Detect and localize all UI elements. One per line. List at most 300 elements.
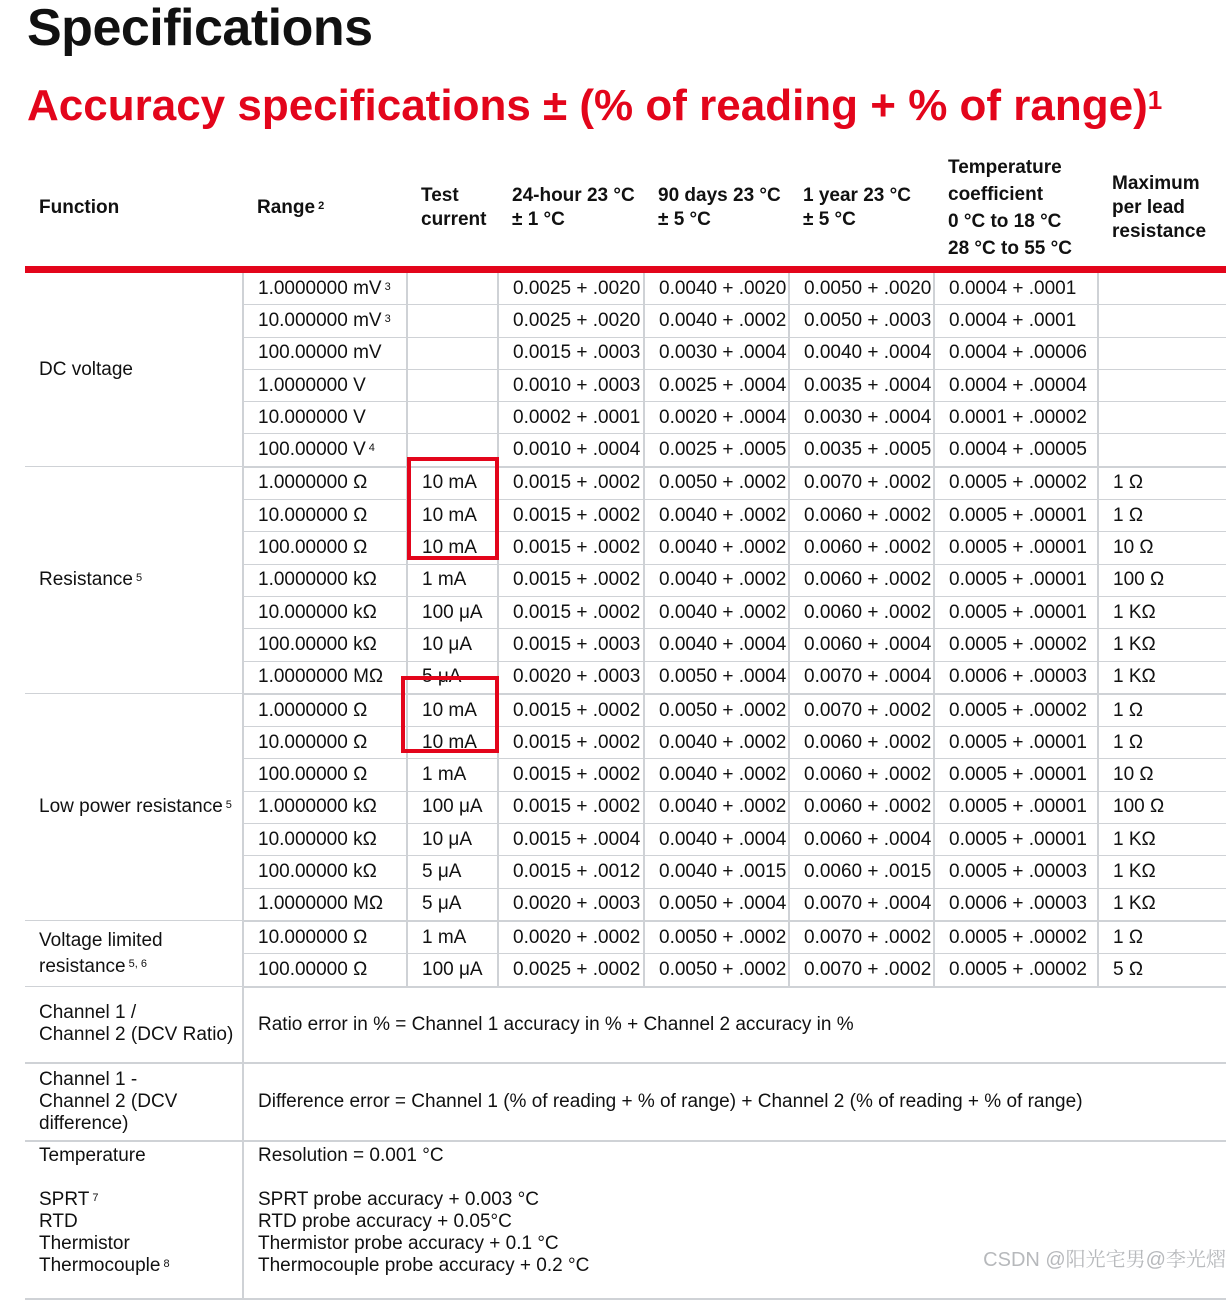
- test-current-cell: [407, 500, 498, 532]
- header-range-label: Range: [257, 197, 316, 218]
- header-test-current-line1: Test: [421, 185, 459, 206]
- test-current-value: 10 mA: [422, 472, 477, 494]
- temp-coefficient-value: 0.0006 + .00003: [949, 893, 1087, 915]
- accuracy-24h-value: 0.0015 + .0003: [513, 633, 641, 655]
- difference-function-line3: difference): [39, 1112, 129, 1134]
- range-cell: [243, 954, 407, 987]
- temp-coefficient-value: 0.0005 + .00001: [949, 537, 1087, 559]
- test-current-value: 100 μA: [422, 601, 483, 623]
- temp-coefficient-cell: [934, 467, 1098, 500]
- lead-resistance-value: 1 KΩ: [1113, 666, 1156, 688]
- lead-resistance-cell: [1098, 467, 1226, 500]
- temp-coefficient-cell: [934, 402, 1098, 434]
- temp-coefficient-cell: [934, 500, 1098, 532]
- temp-coefficient-value: 0.0004 + .00005: [949, 439, 1087, 461]
- accuracy-1y-cell: [789, 759, 934, 791]
- temp-coefficient-value: 0.0005 + .00002: [949, 926, 1087, 948]
- temp-coefficient-cell: [934, 759, 1098, 791]
- accuracy-90d-cell: [644, 500, 789, 532]
- difference-formula: Difference error = Channel 1 (% of reading + % of range) + Channel 2 (% of reading + % of range): [243, 1063, 1226, 1141]
- test-current-value: 5 μA: [422, 666, 462, 688]
- lead-resistance-value: 1 Ω: [1113, 504, 1144, 526]
- header-test-current: [407, 150, 498, 270]
- accuracy-1y-value: 0.0060 + .0002: [804, 731, 932, 753]
- accuracy-90d-cell: [644, 305, 789, 337]
- test-current-value: 10 mA: [422, 731, 477, 753]
- range-value: 100.00000 V: [258, 439, 366, 461]
- accuracy-1y-cell: [789, 954, 934, 987]
- temp-coefficient-cell: [934, 337, 1098, 369]
- accuracy-1y-cell: [789, 791, 934, 823]
- temperature-label-sprt: SPRT: [39, 1188, 90, 1210]
- range-cell: [243, 500, 407, 532]
- header-range: [243, 150, 407, 270]
- lead-resistance-cell: [1098, 629, 1226, 661]
- accuracy-90d-cell: [644, 856, 789, 888]
- temp-coefficient-cell: [934, 270, 1098, 305]
- accuracy-90d-cell: [644, 467, 789, 500]
- accuracy-24h-cell: [498, 305, 644, 337]
- range-value: 100.00000 Ω: [258, 764, 368, 786]
- accuracy-90d-cell: [644, 791, 789, 823]
- temp-coefficient-cell: [934, 434, 1098, 467]
- table-row: [25, 467, 1226, 500]
- accuracy-90d-cell: [644, 596, 789, 628]
- temp-coefficient-value: 0.0001 + .00002: [949, 406, 1087, 428]
- range-value: 100.00000 kΩ: [258, 633, 377, 655]
- test-current-cell: [407, 564, 498, 596]
- accuracy-90d-cell: [644, 402, 789, 434]
- accuracy-1y-cell: [789, 564, 934, 596]
- lead-resistance-value: 1 KΩ: [1113, 633, 1156, 655]
- accuracy-90d-cell: [644, 824, 789, 856]
- range-value: 10.000000 mV: [258, 309, 382, 331]
- temp-coefficient-cell: [934, 369, 1098, 401]
- accuracy-24h-value: 0.0010 + .0004: [513, 439, 641, 461]
- temp-coefficient-cell: [934, 824, 1098, 856]
- accuracy-24h-cell: [498, 564, 644, 596]
- lead-resistance-cell: [1098, 661, 1226, 694]
- test-current-value: 5 μA: [422, 860, 462, 882]
- range-value: 1.0000000 MΩ: [258, 666, 384, 688]
- accuracy-90d-cell: [644, 694, 789, 727]
- lead-resistance-cell: [1098, 759, 1226, 791]
- function-label: Low power resistance: [39, 796, 223, 818]
- temperature-label-rtd: RTD: [39, 1210, 78, 1232]
- accuracy-90d-value: 0.0040 + .0004: [659, 633, 787, 655]
- temp-coefficient-value: 0.0005 + .00002: [949, 699, 1087, 721]
- temperature-label-thermistor: Thermistor: [39, 1232, 130, 1254]
- lead-resistance-cell: [1098, 305, 1226, 337]
- accuracy-90d-value: 0.0040 + .0002: [659, 764, 787, 786]
- accuracy-24h-cell: [498, 727, 644, 759]
- accuracy-1y-cell: [789, 596, 934, 628]
- accuracy-1y-cell: [789, 727, 934, 759]
- header-90days-line2: ± 5 °C: [658, 209, 711, 230]
- accuracy-24h-value: 0.0020 + .0003: [513, 893, 641, 915]
- accuracy-90d-value: 0.0040 + .0002: [659, 796, 787, 818]
- temp-coefficient-value: 0.0005 + .00002: [949, 472, 1087, 494]
- accuracy-90d-value: 0.0050 + .0004: [659, 893, 787, 915]
- test-current-cell: [407, 337, 498, 369]
- lead-resistance-cell: [1098, 564, 1226, 596]
- header-temp-line1: Temperature: [948, 157, 1062, 178]
- range-cell: [243, 694, 407, 727]
- accuracy-90d-value: 0.0050 + .0002: [659, 926, 787, 948]
- header-1year: [789, 150, 934, 270]
- accuracy-24h-cell: [498, 467, 644, 500]
- temp-coefficient-value: 0.0005 + .00001: [949, 796, 1087, 818]
- test-current-value: 100 μA: [422, 796, 483, 818]
- accuracy-90d-cell: [644, 337, 789, 369]
- test-current-cell: [407, 369, 498, 401]
- accuracy-90d-value: 0.0050 + .0004: [659, 666, 787, 688]
- range-cell: [243, 856, 407, 888]
- accuracy-90d-value: 0.0040 + .0002: [659, 731, 787, 753]
- test-current-cell: [407, 434, 498, 467]
- temperature-accuracy: [243, 1141, 1226, 1299]
- lead-resistance-cell: [1098, 954, 1226, 987]
- header-24hour-line2: ± 1 °C: [512, 209, 565, 230]
- accuracy-24h-value: 0.0015 + .0012: [513, 860, 641, 882]
- temperature-row: [25, 1141, 1226, 1299]
- accuracy-1y-value: 0.0030 + .0004: [804, 406, 932, 428]
- accuracy-1y-value: 0.0060 + .0002: [804, 764, 932, 786]
- test-current-cell: [407, 467, 498, 500]
- accuracy-24h-cell: [498, 661, 644, 694]
- temp-coefficient-cell: [934, 532, 1098, 564]
- lead-resistance-value: 10 Ω: [1113, 537, 1154, 559]
- accuracy-1y-value: 0.0060 + .0004: [804, 633, 932, 655]
- temperature-function-label: Temperature: [39, 1144, 146, 1166]
- accuracy-90d-cell: [644, 564, 789, 596]
- test-current-cell: [407, 791, 498, 823]
- accuracy-1y-value: 0.0060 + .0002: [804, 796, 932, 818]
- test-current-cell: [407, 629, 498, 661]
- range-footnote: 4: [368, 442, 375, 455]
- function-cell: [25, 270, 243, 467]
- header-1year-line1: 1 year 23 °C: [803, 185, 911, 206]
- accuracy-90d-value: 0.0050 + .0002: [659, 472, 787, 494]
- temp-coefficient-cell: [934, 305, 1098, 337]
- header-max-lead-resistance: [1098, 150, 1226, 270]
- temperature-accuracy-thermocouple: Thermocouple probe accuracy + 0.2 °C: [258, 1254, 590, 1276]
- temperature-thermocouple-footnote: 8: [163, 1257, 170, 1270]
- table-row: [25, 694, 1226, 727]
- header-lead-line1: Maximum: [1112, 173, 1200, 194]
- range-cell: [243, 532, 407, 564]
- accuracy-1y-cell: [789, 305, 934, 337]
- accuracy-24h-value: 0.0015 + .0002: [513, 699, 641, 721]
- accuracy-24h-value: 0.0015 + .0002: [513, 764, 641, 786]
- lead-resistance-value: 100 Ω: [1113, 569, 1165, 591]
- accuracy-90d-cell: [644, 759, 789, 791]
- accuracy-90d-value: 0.0020 + .0004: [659, 406, 787, 428]
- temperature-accuracy-sprt: SPRT probe accuracy + 0.003 °C: [258, 1188, 539, 1210]
- range-cell: [243, 791, 407, 823]
- header-temp-line2: coefficient: [948, 184, 1044, 205]
- accuracy-24h-cell: [498, 759, 644, 791]
- test-current-value: 1 mA: [422, 926, 467, 948]
- range-cell: [243, 369, 407, 401]
- range-cell: [243, 824, 407, 856]
- temp-coefficient-value: 0.0004 + .0001: [949, 277, 1077, 299]
- accuracy-90d-value: 0.0050 + .0002: [659, 699, 787, 721]
- function-footnote: 5, 6: [128, 957, 147, 970]
- accuracy-90d-cell: [644, 532, 789, 564]
- accuracy-90d-value: 0.0040 + .0004: [659, 828, 787, 850]
- temp-coefficient-value: 0.0004 + .00006: [949, 342, 1087, 364]
- accuracy-90d-value: 0.0040 + .0002: [659, 504, 787, 526]
- temp-coefficient-cell: [934, 661, 1098, 694]
- accuracy-1y-cell: [789, 500, 934, 532]
- header-90days-line1: 90 days 23 °C: [658, 185, 781, 206]
- accuracy-24h-cell: [498, 824, 644, 856]
- accuracy-24h-cell: [498, 337, 644, 369]
- accuracy-24h-value: 0.0025 + .0020: [513, 309, 641, 331]
- accuracy-24h-value: 0.0020 + .0003: [513, 666, 641, 688]
- header-1year-line2: ± 5 °C: [803, 209, 856, 230]
- accuracy-1y-value: 0.0070 + .0004: [804, 893, 932, 915]
- range-cell: [243, 629, 407, 661]
- test-current-value: 10 μA: [422, 633, 473, 655]
- accuracy-1y-value: 0.0050 + .0003: [804, 309, 932, 331]
- lead-resistance-value: 1 Ω: [1113, 926, 1144, 948]
- accuracy-24h-value: 0.0015 + .0004: [513, 828, 641, 850]
- range-value: 1.0000000 Ω: [258, 699, 368, 721]
- temp-coefficient-cell: [934, 921, 1098, 954]
- accuracy-1y-cell: [789, 921, 934, 954]
- accuracy-24h-cell: [498, 694, 644, 727]
- accuracy-1y-cell: [789, 629, 934, 661]
- accuracy-90d-value: 0.0040 + .0002: [659, 569, 787, 591]
- temperature-accuracy-rtd: RTD probe accuracy + 0.05°C: [258, 1210, 512, 1232]
- ratio-function-line2: Channel 2 (DCV Ratio): [39, 1024, 234, 1046]
- lead-resistance-cell: [1098, 694, 1226, 727]
- function-cell-difference: [25, 1063, 243, 1141]
- range-cell: [243, 434, 407, 467]
- lead-resistance-value: 1 Ω: [1113, 699, 1144, 721]
- lead-resistance-cell: [1098, 888, 1226, 921]
- accuracy-24h-value: 0.0015 + .0002: [513, 601, 641, 623]
- range-value: 100.00000 kΩ: [258, 860, 377, 882]
- accuracy-24h-cell: [498, 921, 644, 954]
- accuracy-1y-value: 0.0035 + .0005: [804, 439, 932, 461]
- ratio-formula: Ratio error in % = Channel 1 accuracy in % + Channel 2 accuracy in %: [243, 987, 1226, 1063]
- header-24hour-line1: 24-hour 23 °C: [512, 185, 635, 206]
- accuracy-90d-cell: [644, 727, 789, 759]
- accuracy-90d-value: 0.0040 + .0020: [659, 277, 787, 299]
- test-current-cell: [407, 727, 498, 759]
- range-cell: [243, 596, 407, 628]
- range-value: 1.0000000 kΩ: [258, 796, 377, 818]
- accuracy-1y-value: 0.0040 + .0004: [804, 342, 932, 364]
- ratio-function-line1: Channel 1 /: [39, 1002, 137, 1024]
- range-value: 10.000000 V: [258, 406, 366, 428]
- section-title: [27, 80, 1162, 132]
- range-footnote: 3: [384, 280, 391, 293]
- range-cell: [243, 305, 407, 337]
- test-current-value: 100 μA: [422, 958, 483, 980]
- accuracy-24h-cell: [498, 500, 644, 532]
- accuracy-90d-cell: [644, 661, 789, 694]
- accuracy-90d-cell: [644, 270, 789, 305]
- temp-coefficient-cell: [934, 888, 1098, 921]
- range-value: 1.0000000 V: [258, 374, 366, 396]
- header-lead-line3: resistance: [1112, 221, 1207, 242]
- test-current-cell: [407, 954, 498, 987]
- lead-resistance-cell: [1098, 337, 1226, 369]
- range-cell: [243, 337, 407, 369]
- header-temp-line3: 0 °C to 18 °C: [948, 211, 1062, 232]
- header-lead-line2: per lead: [1112, 197, 1185, 218]
- range-cell: [243, 727, 407, 759]
- temperature-sprt-footnote: 7: [92, 1191, 99, 1204]
- test-current-value: 1 mA: [422, 764, 467, 786]
- lead-resistance-value: 1 KΩ: [1113, 893, 1156, 915]
- lead-resistance-value: 1 Ω: [1113, 472, 1144, 494]
- accuracy-90d-value: 0.0025 + .0004: [659, 374, 787, 396]
- function-cell-temperature: [25, 1141, 243, 1299]
- range-footnote: 3: [384, 312, 391, 325]
- lead-resistance-cell: [1098, 921, 1226, 954]
- lead-resistance-cell: [1098, 369, 1226, 401]
- accuracy-1y-cell: [789, 824, 934, 856]
- accuracy-90d-cell: [644, 921, 789, 954]
- lead-resistance-cell: [1098, 824, 1226, 856]
- accuracy-24h-cell: [498, 596, 644, 628]
- lead-resistance-value: 10 Ω: [1113, 764, 1154, 786]
- lead-resistance-cell: [1098, 270, 1226, 305]
- accuracy-24h-value: 0.0015 + .0002: [513, 504, 641, 526]
- accuracy-1y-value: 0.0050 + .0020: [804, 277, 932, 299]
- test-current-cell: [407, 824, 498, 856]
- accuracy-90d-cell: [644, 954, 789, 987]
- accuracy-90d-cell: [644, 629, 789, 661]
- function-cell: [25, 694, 243, 921]
- header-function: Function: [25, 150, 243, 270]
- accuracy-24h-value: 0.0020 + .0002: [513, 926, 641, 948]
- range-cell: [243, 270, 407, 305]
- range-value: 1.0000000 mV: [258, 277, 382, 299]
- accuracy-24h-cell: [498, 888, 644, 921]
- difference-function-line2: Channel 2 (DCV: [39, 1090, 178, 1112]
- function-cell: [25, 921, 243, 987]
- header-24hour: [498, 150, 644, 270]
- test-current-cell: [407, 921, 498, 954]
- accuracy-90d-cell: [644, 369, 789, 401]
- page-title: Specifications: [27, 0, 373, 57]
- header-row: [25, 150, 1226, 270]
- accuracy-1y-cell: [789, 856, 934, 888]
- function-label: Voltage limited resistance: [39, 930, 163, 977]
- temp-coefficient-value: 0.0005 + .00001: [949, 569, 1087, 591]
- accuracy-1y-value: 0.0060 + .0004: [804, 828, 932, 850]
- accuracy-24h-cell: [498, 532, 644, 564]
- accuracy-1y-value: 0.0070 + .0002: [804, 472, 932, 494]
- temperature-accuracy-thermistor: Thermistor probe accuracy + 0.1 °C: [258, 1232, 559, 1254]
- accuracy-1y-value: 0.0060 + .0015: [804, 860, 932, 882]
- watermark: CSDN @阳光宅男@李光熠: [983, 1249, 1226, 1271]
- range-value: 10.000000 Ω: [258, 926, 368, 948]
- accuracy-90d-value: 0.0040 + .0002: [659, 309, 787, 331]
- accuracy-90d-value: 0.0040 + .0002: [659, 537, 787, 559]
- accuracy-90d-cell: [644, 434, 789, 467]
- temp-coefficient-value: 0.0005 + .00001: [949, 828, 1087, 850]
- accuracy-1y-value: 0.0070 + .0002: [804, 699, 932, 721]
- range-value: 10.000000 Ω: [258, 731, 368, 753]
- function-label: Resistance: [39, 569, 133, 591]
- range-value: 1.0000000 MΩ: [258, 893, 384, 915]
- test-current-cell: [407, 596, 498, 628]
- temp-coefficient-value: 0.0005 + .00001: [949, 764, 1087, 786]
- spec-table-body: [25, 270, 1226, 1299]
- test-current-value: 10 mA: [422, 504, 477, 526]
- difference-function-line1: Channel 1 -: [39, 1068, 138, 1090]
- lead-resistance-cell: [1098, 500, 1226, 532]
- accuracy-1y-cell: [789, 369, 934, 401]
- accuracy-24h-value: 0.0015 + .0002: [513, 731, 641, 753]
- accuracy-90d-value: 0.0050 + .0002: [659, 958, 787, 980]
- test-current-cell: [407, 856, 498, 888]
- range-value: 10.000000 Ω: [258, 504, 368, 526]
- section-title-footnote: 1: [1147, 85, 1163, 115]
- accuracy-1y-cell: [789, 467, 934, 500]
- test-current-cell: [407, 270, 498, 305]
- table-row: [25, 270, 1226, 305]
- accuracy-1y-value: 0.0060 + .0002: [804, 504, 932, 526]
- test-current-cell: [407, 759, 498, 791]
- accuracy-1y-value: 0.0070 + .0004: [804, 666, 932, 688]
- range-cell: [243, 564, 407, 596]
- accuracy-24h-value: 0.0015 + .0002: [513, 569, 641, 591]
- range-cell: [243, 661, 407, 694]
- accuracy-24h-cell: [498, 270, 644, 305]
- range-value: 10.000000 kΩ: [258, 601, 377, 623]
- header-90days: [644, 150, 789, 270]
- temp-coefficient-cell: [934, 856, 1098, 888]
- accuracy-24h-value: 0.0025 + .0020: [513, 277, 641, 299]
- range-value: 10.000000 kΩ: [258, 828, 377, 850]
- lead-resistance-value: 1 KΩ: [1113, 601, 1156, 623]
- accuracy-90d-value: 0.0040 + .0015: [659, 860, 787, 882]
- accuracy-1y-cell: [789, 402, 934, 434]
- accuracy-90d-cell: [644, 888, 789, 921]
- lead-resistance-cell: [1098, 856, 1226, 888]
- temp-coefficient-value: 0.0006 + .00003: [949, 666, 1087, 688]
- accuracy-1y-cell: [789, 434, 934, 467]
- accuracy-24h-cell: [498, 791, 644, 823]
- range-value: 1.0000000 kΩ: [258, 569, 377, 591]
- range-cell: [243, 888, 407, 921]
- accuracy-1y-value: 0.0060 + .0002: [804, 537, 932, 559]
- function-label: DC voltage: [39, 358, 133, 380]
- accuracy-90d-value: 0.0025 + .0005: [659, 439, 787, 461]
- lead-resistance-value: 100 Ω: [1113, 796, 1165, 818]
- test-current-value: 1 mA: [422, 569, 467, 591]
- lead-resistance-cell: [1098, 791, 1226, 823]
- accuracy-24h-value: 0.0015 + .0003: [513, 342, 641, 364]
- range-cell: [243, 467, 407, 500]
- accuracy-24h-cell: [498, 402, 644, 434]
- test-current-cell: [407, 661, 498, 694]
- range-cell: [243, 921, 407, 954]
- accuracy-24h-value: 0.0015 + .0002: [513, 472, 641, 494]
- lead-resistance-cell: [1098, 532, 1226, 564]
- range-cell: [243, 402, 407, 434]
- accuracy-1y-value: 0.0060 + .0002: [804, 569, 932, 591]
- temp-coefficient-cell: [934, 694, 1098, 727]
